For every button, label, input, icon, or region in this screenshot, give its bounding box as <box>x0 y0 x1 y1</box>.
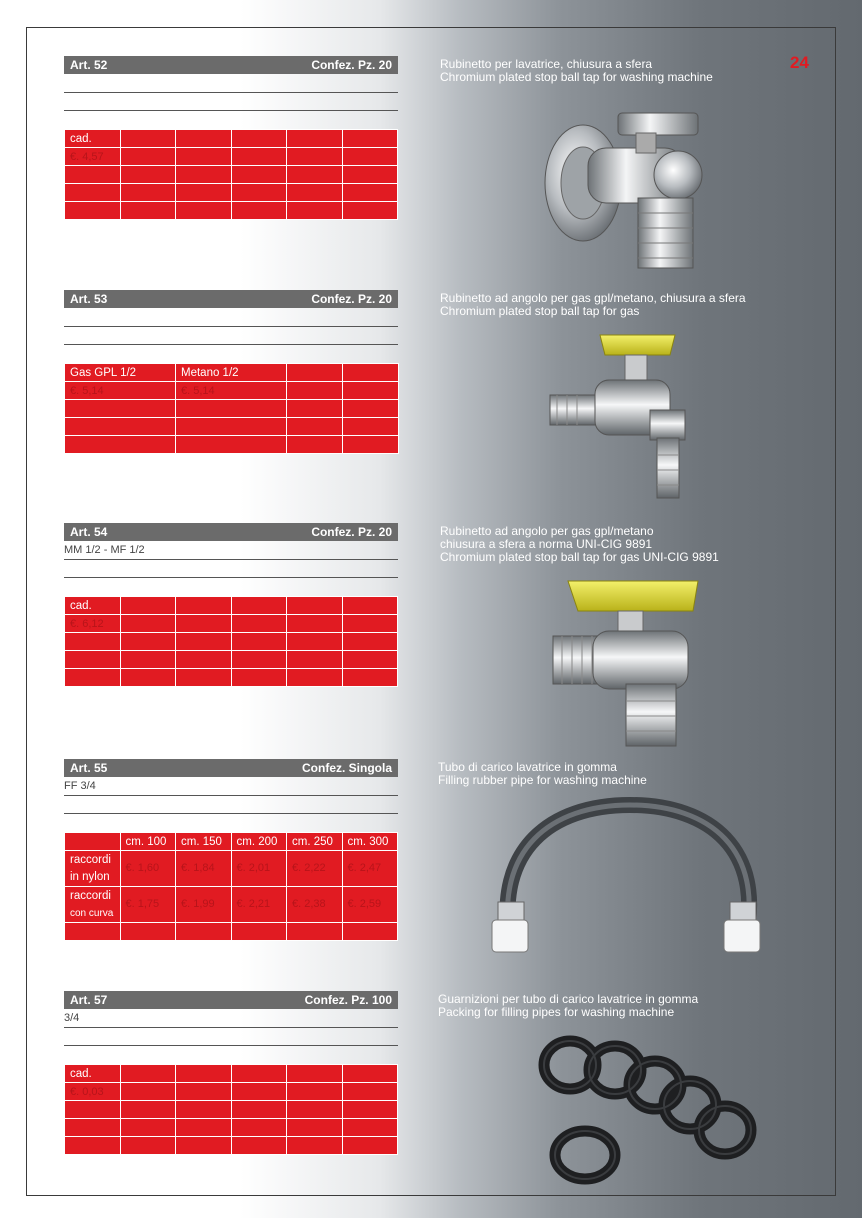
table-header-cell <box>287 597 343 615</box>
gas-tap-image <box>545 330 705 508</box>
table-row <box>65 651 398 669</box>
rubber-pipe-image <box>490 790 770 970</box>
table-header-cell <box>231 597 287 615</box>
table-header-row <box>65 364 399 382</box>
table-header-cell <box>231 130 287 148</box>
product-description <box>440 58 713 84</box>
price-cell: €. 2,22 <box>287 851 343 887</box>
price-cell: €. 4,57 <box>65 148 121 166</box>
spec-line <box>64 74 398 93</box>
table-header-cell <box>120 597 176 615</box>
table-cell <box>287 148 343 166</box>
article-code: Art. 52 <box>70 58 108 72</box>
table-header-cell <box>176 1065 232 1083</box>
description-english: Chromium plated stop ball tap for gas <box>440 304 640 318</box>
price-cell: €. 1,84 <box>176 851 232 887</box>
table-header-cell <box>287 1065 343 1083</box>
price-cell: €. 2,47 <box>342 851 398 887</box>
table-header-row <box>65 597 398 615</box>
rubber-gaskets-image <box>530 1030 760 1190</box>
article-header <box>64 523 398 541</box>
pack-info: Confez. Pz. 20 <box>311 292 392 306</box>
section-art-57 <box>64 991 398 1155</box>
table-header-cell: cm. 200 <box>231 833 287 851</box>
article-code: Art. 57 <box>70 993 108 1007</box>
price-table <box>64 832 398 941</box>
table-header-cell: Metano 1/2 <box>176 364 287 382</box>
table-header-row <box>65 833 398 851</box>
table-header-cell <box>342 597 398 615</box>
description-english: Chromium plated stop ball tap for washing machine <box>440 70 713 84</box>
table-row <box>65 1137 398 1155</box>
table-row <box>65 148 398 166</box>
article-header <box>64 759 398 777</box>
price-cell: €. 2,01 <box>231 851 287 887</box>
price-table <box>64 129 398 220</box>
section-art-53 <box>64 290 398 454</box>
table-row <box>65 1101 398 1119</box>
gas-tap-uni-cig-image <box>548 576 708 754</box>
price-cell: €. 5,14 <box>65 382 176 400</box>
product-description <box>438 993 698 1019</box>
price-cell: €. 0,03 <box>65 1083 121 1101</box>
table-row <box>65 669 398 687</box>
table-row <box>65 633 398 651</box>
table-row <box>65 184 398 202</box>
table-row <box>65 166 398 184</box>
table-header-row <box>65 1065 398 1083</box>
table-header-cell <box>287 130 343 148</box>
spec-line-2 <box>64 93 398 111</box>
product-description <box>438 761 647 787</box>
table-row <box>65 436 399 454</box>
spec-line-2 <box>64 560 398 578</box>
table-cell <box>120 148 176 166</box>
table-header-cell <box>120 130 176 148</box>
table-header-cell: cm. 250 <box>287 833 343 851</box>
table-row <box>65 851 398 887</box>
spec-line: MM 1/2 - MF 1/2 <box>64 541 398 560</box>
table-header-cell <box>342 130 398 148</box>
spec-line-2 <box>64 1028 398 1046</box>
table-header-cell: Gas GPL 1/2 <box>65 364 176 382</box>
description-italian: Rubinetto ad angolo per gas gpl/metano <box>440 524 654 538</box>
table-header-cell <box>65 833 121 851</box>
table-row <box>65 615 398 633</box>
description-italian: Guarnizioni per tubo di carico lavatrice in gomma <box>438 992 699 1006</box>
table-header-cell: cm. 150 <box>176 833 232 851</box>
description-english: Chromium plated stop ball tap for gas UNI-CIG 9891 <box>440 550 719 564</box>
pack-info: Confez. Pz. 20 <box>311 525 392 539</box>
price-cell: €. 6,12 <box>65 615 121 633</box>
article-code: Art. 55 <box>70 761 108 775</box>
table-row <box>65 887 398 923</box>
page-number: 24 <box>790 53 809 72</box>
table-row <box>65 400 399 418</box>
price-cell: €. 2,59 <box>342 887 398 923</box>
spec-line-2 <box>64 327 398 345</box>
table-header-cell: cm. 100 <box>120 833 176 851</box>
price-table <box>64 596 398 687</box>
description-english: Filling rubber pipe for washing machine <box>438 773 647 787</box>
price-table <box>64 363 399 454</box>
table-cell <box>342 148 398 166</box>
price-cell: €. 1,99 <box>176 887 232 923</box>
description-italian: Rubinetto ad angolo per gas gpl/metano, chiusura a sfera <box>440 291 746 305</box>
washing-machine-tap-image <box>528 108 718 278</box>
row-label: raccordi in nylon <box>65 851 121 887</box>
table-header-cell <box>231 1065 287 1083</box>
product-description <box>440 292 746 318</box>
row-label: raccordi con curva <box>65 887 121 923</box>
article-code: Art. 53 <box>70 292 108 306</box>
description-italian-2: chiusura a sfera a norma UNI-CIG 9891 <box>440 537 653 551</box>
table-row <box>65 923 398 941</box>
table-header-cell: cad. <box>65 597 121 615</box>
price-cell: €. 1,60 <box>120 851 176 887</box>
pack-info: Confez. Singola <box>302 761 392 775</box>
spec-line-2 <box>64 796 398 814</box>
article-header <box>64 991 398 1009</box>
pack-info: Confez. Pz. 20 <box>311 58 392 72</box>
pack-info: Confez. Pz. 100 <box>304 993 392 1007</box>
article-header <box>64 56 398 74</box>
section-art-55 <box>64 759 398 941</box>
table-header-cell <box>287 364 343 382</box>
table-header-cell <box>342 1065 398 1083</box>
table-row <box>65 1119 398 1137</box>
table-header-cell <box>176 597 232 615</box>
table-header-cell <box>343 364 399 382</box>
table-header-cell: cm. 300 <box>342 833 398 851</box>
table-header-cell: cad. <box>65 130 121 148</box>
price-cell: €. 2,21 <box>231 887 287 923</box>
table-header-row <box>65 130 398 148</box>
table-row <box>65 1083 398 1101</box>
table-header-cell <box>120 1065 176 1083</box>
table-row <box>65 418 399 436</box>
table-row <box>65 382 399 400</box>
spec-line: FF 3/4 <box>64 777 398 796</box>
table-header-cell: cad. <box>65 1065 121 1083</box>
price-cell: €. 5,14 <box>176 382 287 400</box>
price-cell: €. 1,75 <box>120 887 176 923</box>
product-description <box>440 525 719 564</box>
table-cell <box>231 148 287 166</box>
description-italian: Rubinetto per lavatrice, chiusura a sfera <box>440 57 653 71</box>
spec-line <box>64 308 398 327</box>
table-header-cell <box>176 130 232 148</box>
description-english: Packing for filling pipes for washing machine <box>438 1005 675 1019</box>
article-header <box>64 290 398 308</box>
spec-line: 3/4 <box>64 1009 398 1028</box>
section-art-54 <box>64 523 398 687</box>
price-cell: €. 2,38 <box>287 887 343 923</box>
table-row <box>65 202 398 220</box>
section-art-52 <box>64 56 398 220</box>
price-table <box>64 1064 398 1155</box>
table-cell <box>176 148 232 166</box>
description-italian: Tubo di carico lavatrice in gomma <box>438 760 617 774</box>
article-code: Art. 54 <box>70 525 108 539</box>
